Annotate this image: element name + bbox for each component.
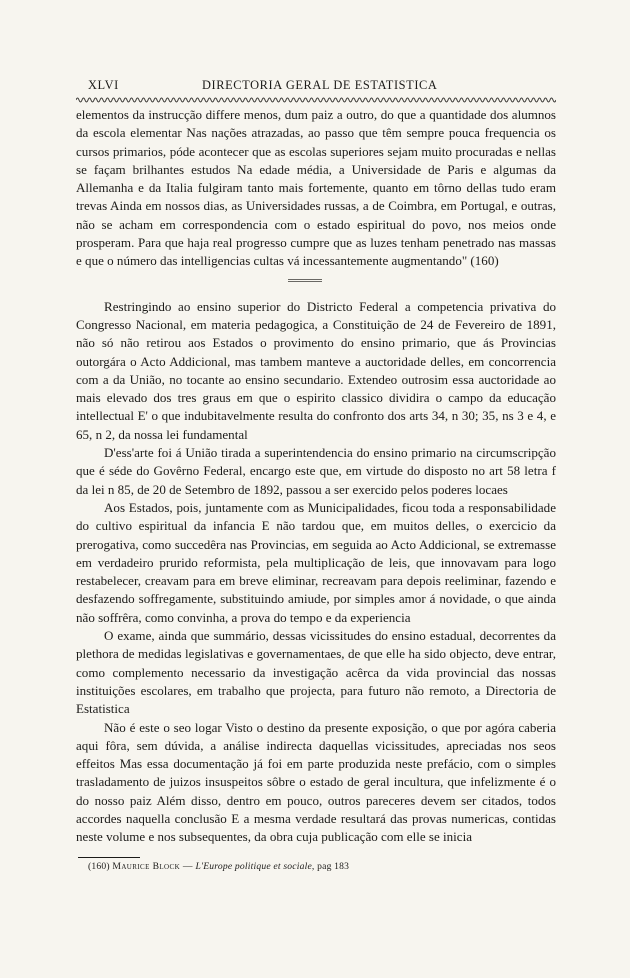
page-number: XLVI xyxy=(88,78,119,92)
footnote-number: (160) xyxy=(88,861,110,872)
paragraph: Aos Estados, pois, juntamente com as Municipalidades, ficou toda a responsabilidade do cultivo espiritual da infancia E não tardou que, em muitos delles, o exercicio da prerogativa, como succedêra nas Provincias, em seguida ao Acto Addicional, se extremasse em verdadeiro prurido reformista, pela multiplicação de leis, que innovavam para logo restabelecer, creavam para em breve eliminar, recreavam para depois reeliminar, fazendo e desfazendo soffregamente, substituindo amiude, por simples amor á novidade, o que ainda não soffrêra, como convinha, a prova do tempo e da experiencia xyxy=(76,499,556,625)
footnote-work: L'Europe politique et sociale, xyxy=(195,861,315,872)
paragraph-continuation: elementos da instrucção differe menos, dum paiz a outro, do que a quantidade dos alumnos da escola elementar Nas nações atrazadas, ao passo que têm sempre pouca frequencia os cursos primarios, póde acontecer que as escolas superiores sejam muito procuradas e nellas se façam brilhantes estudos Na edade média, a Universidade de Paris e algumas da Allemanha e da Italia fulgiram tanto mais fortemente, quanto em tôrno dellas tudo eram trevas Ainda em nossos dias, as Universidades russas, a de Coimbra, em Portugal, e outras, não se acham em correspondencia com o estado espiritual do povo, nos meios onde prosperam. Para que haja real progresso cumpre que as luzes tenham penetrado nas massas e que o número das intelligencias cultas vá incessantemente augmentando" (160) xyxy=(76,107,556,269)
paragraph: Restringindo ao ensino superior do Districto Federal a competencia privativa do Congresso Nacional, em materia pedagogica, a Constituição de 24 de Fevereiro de 1891, não só não retirou aos Estados o provimento do ensino primario, que ás Provincias outorgára o Acto Addicional, mas tambem manteve a auctoridade delles, em concorrencia com a da União, no tocante ao ensino secundario. Extendeo outrosim essa auctoridade ao mais elevado dos tres graus em que o espirito classico dividira o campo da educação intellectual E' o que indubitavelmente resulta do confronto dos arts 34, n 30; 35, ns 3 e 4, e 65, n 2, da nossa lei fundamental xyxy=(76,298,556,442)
paragraph: O exame, ainda que summário, dessas vicissitudes do ensino estadual, decorrentes da plethora de medidas legislativas e governamentaes, de que elle ha sido objecto, deve entrar, como complemento necessario da investigação acêrca da vida provincial das nossas instituições escolares, em trabalho que projecta, para futuro não remoto, a Directoria de Estatistica xyxy=(76,628,556,717)
running-title: DIRECTORIA GERAL DE ESTATISTICA xyxy=(202,78,438,92)
footnote-author: Maurice Block — xyxy=(112,861,193,872)
section-separator xyxy=(288,279,322,282)
paragraph: D'ess'arte foi á União tirada a superintendencia do ensino primario na circumscripção que é séde do Govêrno Federal, encargo este que, em virtude do disposto no art 58 letra f da lei n 85, de 20 de Setembro de 1892, passou a ser exercido pelos poderes locaes xyxy=(76,445,556,497)
footnote-rule xyxy=(78,857,140,858)
footnote xyxy=(88,861,349,872)
footnote-page: pag 183 xyxy=(317,861,350,872)
wavy-rule xyxy=(76,96,556,104)
paragraph: Não é este o seo logar Visto o destino da presente exposição, o que por agóra caberia aqui fôra, sem dúvida, a análise indirecta daquellas vicissitudes, apreciadas nos seos effeitos Mas essa documentação já foi em parte produzida neste prefácio, com o simples trasladamento de juizos insuspeitos sôbre o estado de geral incultura, que infelizmente é o do nosso paiz Além disso, dentro em pouco, outros pareceres devem ser citados, todos accordes naquella conclusão E a mesma verdade resultará das provas numericas, contidas neste volume e nos subsequentes, da obra cuja publicação com elle se inicia xyxy=(76,719,556,845)
running-header xyxy=(76,78,550,96)
body-text xyxy=(76,106,556,847)
